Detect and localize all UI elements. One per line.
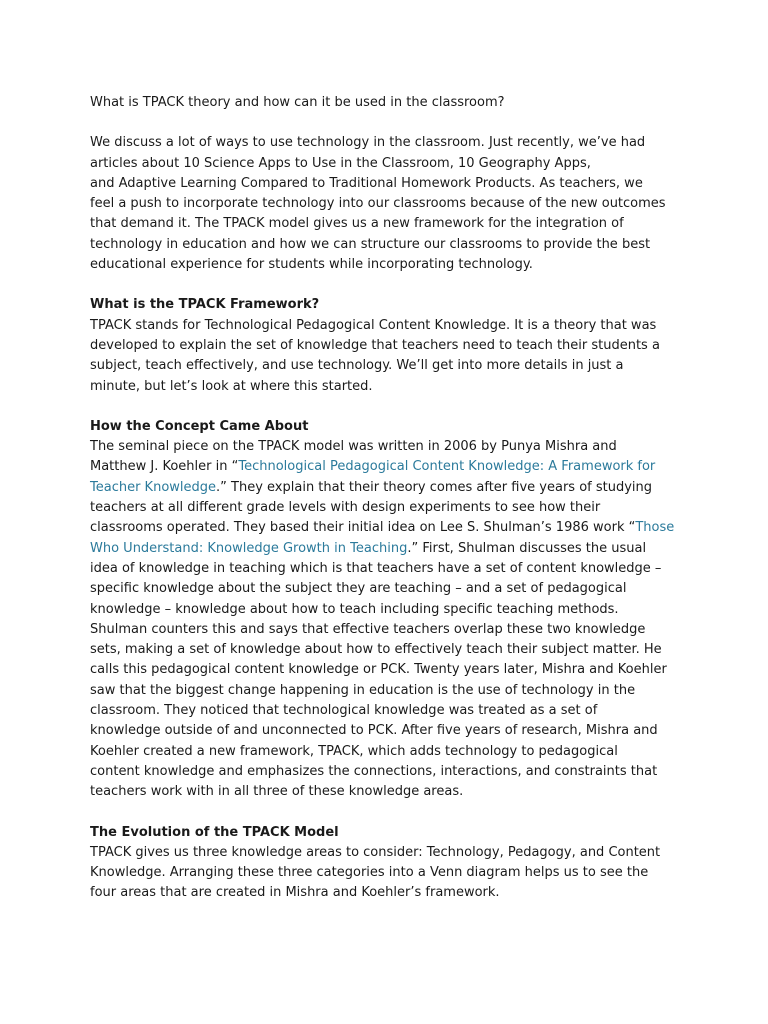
document-page xyxy=(90,93,710,904)
section2-line xyxy=(90,478,710,498)
link-tpack-framework-article[interactable]: Technological Pedagogical Content Knowledge: A Framework for xyxy=(238,459,656,475)
section2-line: The seminal piece on the TPACK model was written in 2006 by Punya Mishra and xyxy=(90,439,617,455)
section2-line: saw that the biggest change happening in education is the use of technology in the xyxy=(90,682,636,698)
intro-line: that demand it. The TPACK model gives us a new framework for the integration of xyxy=(90,216,624,232)
section2-line: idea of knowledge in teaching which is that teachers have a set of content knowledge – xyxy=(90,560,662,576)
section2-line xyxy=(90,518,710,538)
section2-line: specific knowledge about the subject they are teaching – and a set of pedagogical xyxy=(90,581,627,597)
section2-text: classrooms operated. They based their initial idea on Lee S. Shulman’s 1986 work “ xyxy=(90,520,636,536)
section2-line: Koehler created a new framework, TPACK, which adds technology to pedagogical xyxy=(90,743,618,759)
section1-line: subject, teach effectively, and use technology. We’ll get into more details in just a xyxy=(90,358,624,374)
section3-line: Knowledge. Arranging these three categories into a Venn diagram helps us to see the xyxy=(90,865,649,881)
section-heading-concept-origin: How the Concept Came About xyxy=(90,418,309,434)
section1-line: TPACK stands for Technological Pedagogical Content Knowledge. It is a theory that was xyxy=(90,317,657,333)
section1-line: developed to explain the set of knowledge that teachers need to teach their students a xyxy=(90,337,660,353)
link-shulman-work-cont[interactable]: Who Understand: Knowledge Growth in Teaching xyxy=(90,540,408,556)
section2-line: calls this pedagogical content knowledge or PCK. Twenty years later, Mishra and Koehler xyxy=(90,662,667,678)
intro-line: feel a push to incorporate technology into our classrooms because of the new outcomes xyxy=(90,196,666,212)
section3-line: four areas that are created in Mishra and Koehler’s framework. xyxy=(90,885,500,901)
section2-line: Shulman counters this and says that effective teachers overlap these two knowledge xyxy=(90,621,646,637)
section2-line: sets, making a set of knowledge about how to effectively teach their subject matter. He xyxy=(90,642,662,658)
section2-text: .” They explain that their theory comes after five years of studying xyxy=(216,479,653,495)
section1-line: minute, but let’s look at where this started. xyxy=(90,378,373,394)
section2-line: knowledge – knowledge about how to teach including specific teaching methods. xyxy=(90,601,619,617)
section2-line: teachers work with in all three of these knowledge areas. xyxy=(90,784,464,800)
section2-line: knowledge outside of and unconnected to PCK. After five years of research, Mishra and xyxy=(90,723,658,739)
section2-text: Matthew J. Koehler in “ xyxy=(90,459,239,475)
section2-line xyxy=(90,457,710,477)
spacer xyxy=(90,275,710,295)
intro-line: technology in education and how we can structure our classrooms to provide the best xyxy=(90,236,651,252)
section3-paragraph xyxy=(90,843,710,904)
section2-line: teachers at all different grade levels with design experiments to see how their xyxy=(90,500,601,516)
section2-line xyxy=(90,539,710,559)
section2-paragraph xyxy=(90,437,710,802)
section1-paragraph xyxy=(90,316,710,397)
intro-line: educational experience for students while incorporating technology. xyxy=(90,257,533,273)
spacer xyxy=(90,803,710,823)
intro-paragraph xyxy=(90,133,710,275)
section2-text: .” First, Shulman discusses the usual xyxy=(407,540,647,556)
section3-line: TPACK gives us three knowledge areas to consider: Technology, Pedagogy, and Content xyxy=(90,844,661,860)
spacer xyxy=(90,113,710,133)
intro-line: We discuss a lot of ways to use technology in the classroom. Just recently, we’ve had xyxy=(90,135,646,151)
section2-line: classroom. They noticed that technological knowledge was treated as a set of xyxy=(90,703,598,719)
link-tpack-framework-article-cont[interactable]: Teacher Knowledge xyxy=(90,479,217,495)
spacer xyxy=(90,397,710,417)
link-shulman-work[interactable]: Those xyxy=(635,520,675,536)
section-heading-tpack-evolution: The Evolution of the TPACK Model xyxy=(90,824,339,840)
section2-line: content knowledge and emphasizes the connections, interactions, and constraints that xyxy=(90,763,658,779)
intro-line: and Adaptive Learning Compared to Traditional Homework Products. As teachers, we xyxy=(90,175,643,191)
document-title-question: What is TPACK theory and how can it be used in the classroom? xyxy=(90,95,505,110)
intro-line: articles about 10 Science Apps to Use in the Classroom, 10 Geography Apps, xyxy=(90,155,591,171)
section-heading-tpack-framework: What is the TPACK Framework? xyxy=(90,297,320,313)
